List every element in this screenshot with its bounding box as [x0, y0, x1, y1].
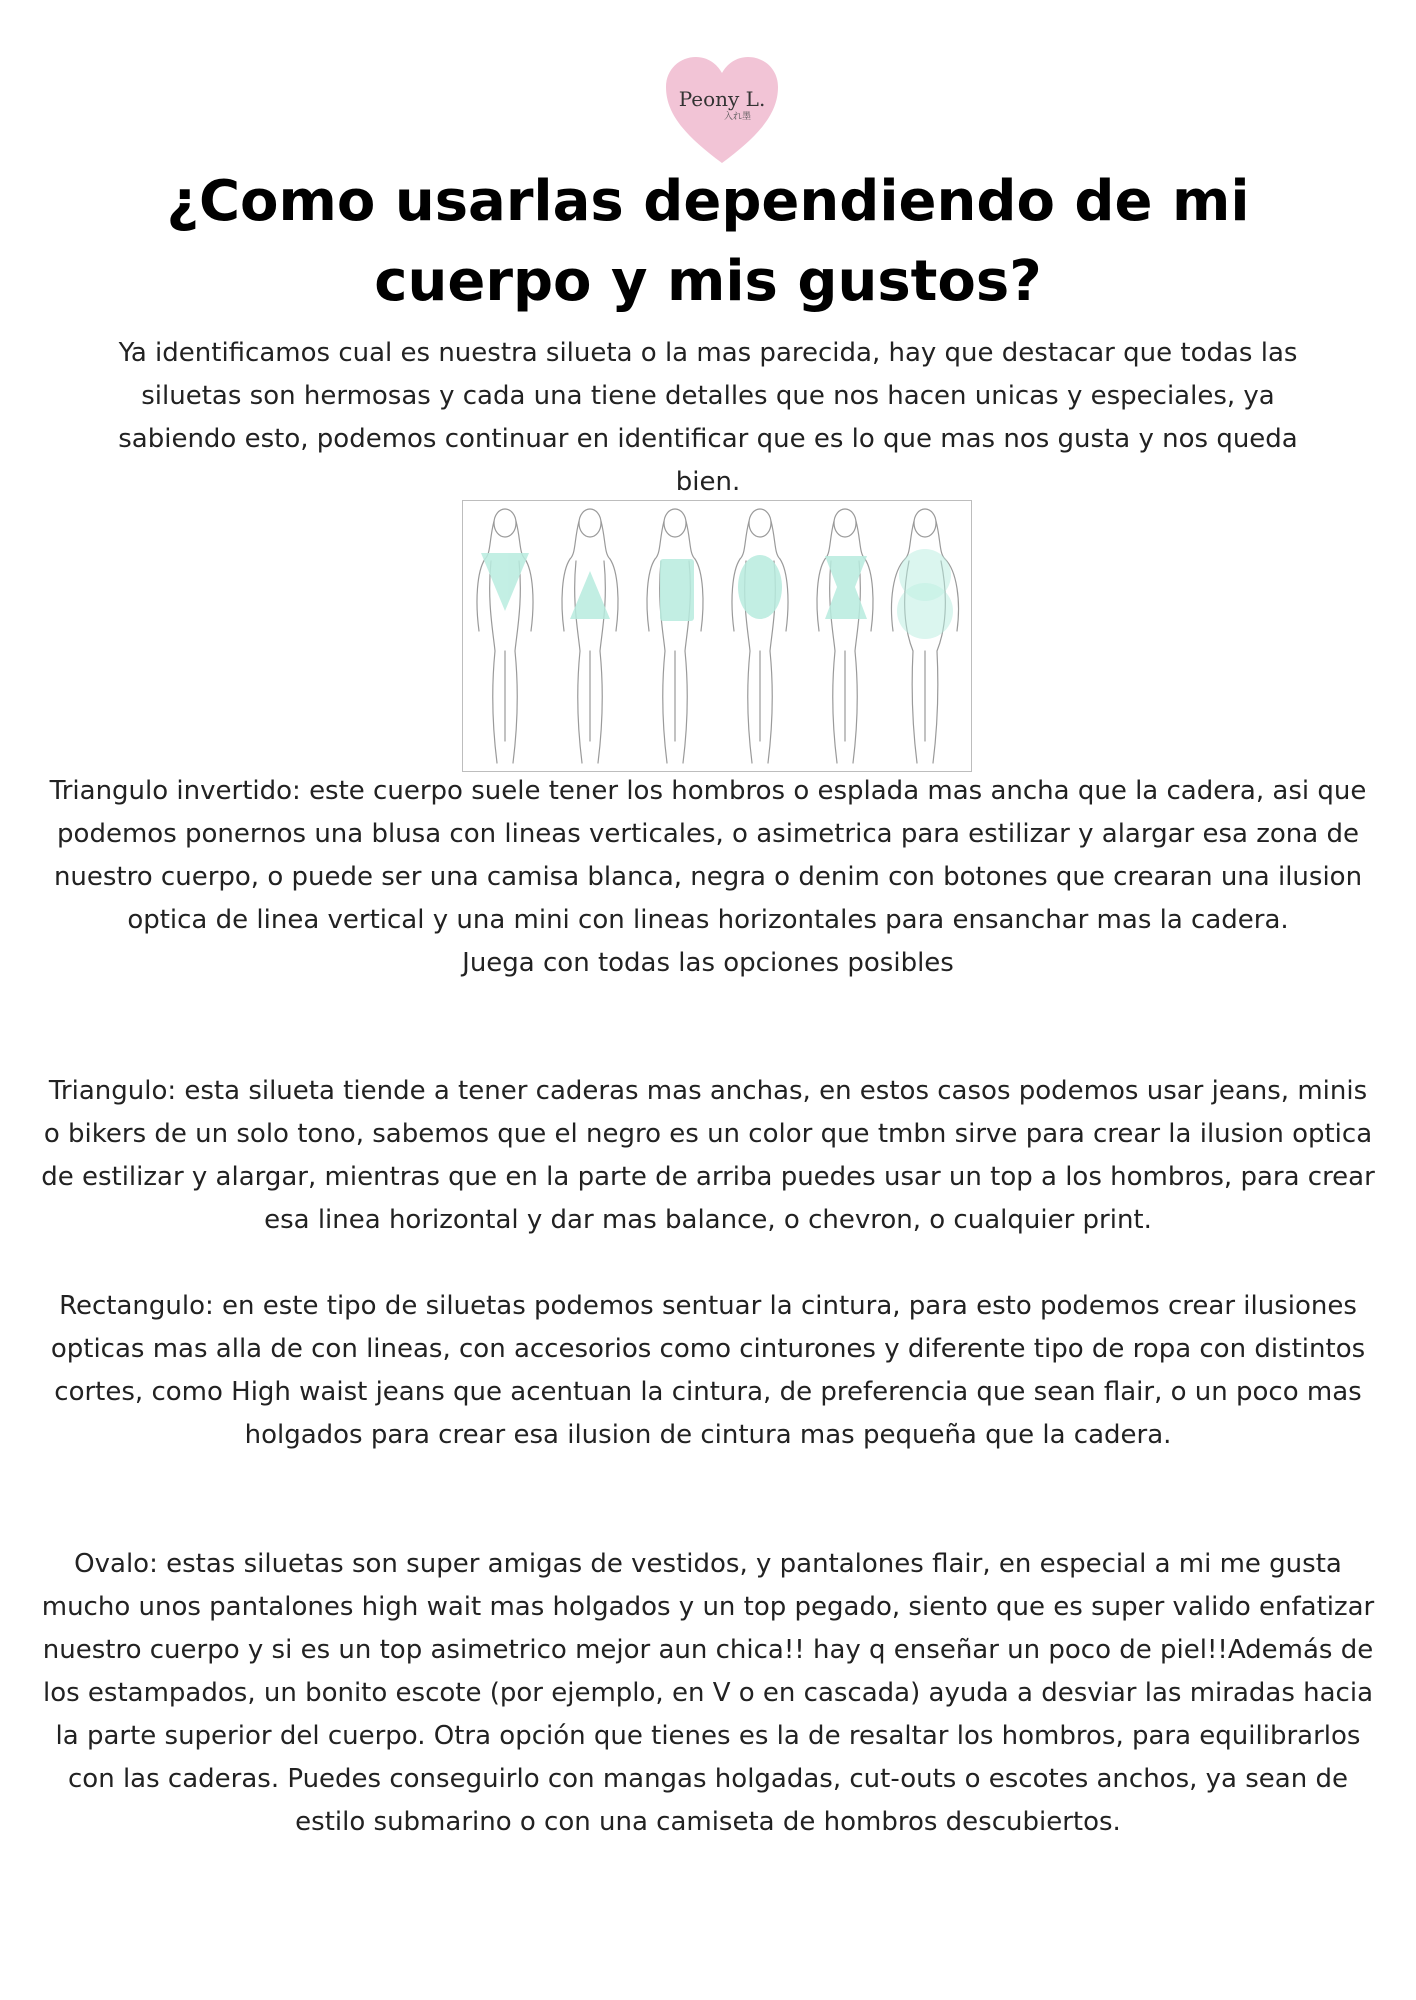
paragraph-triangle: Triangulo: esta silueta tiende a tener caderas mas anchas, en estos casos podemos usar jeans, minis o bikers de un solo tono, sabemos que el negro es un color que tmbn sirve para crear la ilusion optica de estilizar y alargar, mientras que en la parte de arriba puedes usar un top a los hombros, para crear esa linea horizontal y dar mas balance, o chevron, o cualquier print.: [41, 1076, 1375, 1235]
figure-inverted-triangle: [477, 509, 533, 763]
intro-paragraph: Ya identificamos cual es nuestra silueta o la mas parecida, hay que destacar que todas las siluetas son hermosas y cada una tiene detalles que nos hacen unicas y especiales, ya sabiendo esto, podemos continuar en identificar que es lo que mas nos gusta y nos queda bien.: [118, 338, 1298, 497]
rectangle-shape: [660, 559, 694, 621]
paragraph-rectangle: Rectangulo: en este tipo de siluetas podemos sentuar la cintura, para esto podemos crear ilusiones opticas mas alla de con lineas, con accesorios como cinturones y diferente tipo de ropa con distintos cortes, como High waist jeans que acentuan la cintura, de preferencia que sean flair, o un poco mas holgados para crear esa ilusion de cintura mas pequeña que la cadera.: [50, 1291, 1366, 1450]
oval-shape: [738, 555, 782, 619]
figure-triangle: [562, 509, 618, 763]
paragraph-inverted-triangle: Triangulo invertido: este cuerpo suele tener los hombros o esplada mas ancha que la cadera, asi que podemos ponernos una blusa con lineas verticales, o asimetrica para estilizar y alargar esa zona de nuestro cuerpo, o puede ser una camisa blanca, negra o denim con botones que crearan una ilusion optica de linea vertical y una mini con lineas horizontales para ensanchar mas la cadera. Juega con todas las opciones posibles: [49, 776, 1367, 978]
body-shapes-figure: [462, 500, 972, 772]
figure-hourglass: [817, 509, 873, 763]
body-shapes-illustration: [463, 501, 971, 771]
figure-rectangle: [647, 509, 703, 763]
brand-logo: [664, 55, 780, 167]
logo-name: Peony L.: [678, 87, 766, 111]
page-title: ¿Como usarlas dependiendo de mi cuerpo y mis gustos?: [166, 169, 1250, 314]
logo-subtitle: 入れ墨: [724, 112, 752, 122]
heart-logo-icon: [664, 55, 780, 167]
figure-oval: [732, 509, 788, 763]
triangle-shape: [570, 571, 610, 619]
paragraph-oval: Ovalo: estas siluetas son super amigas de vestidos, y pantalones flair, en especial a mi me gusta mucho unos pantalones high wait mas holgados y un top pegado, siento que es super valido enfatizar nuestro cuerpo y si es un top asimetrico mejor aun chica!! hay q enseñar un poco de piel!!Además de los estampados, un bonito escote (por ejemplo, en V o en cascada) ayuda a desviar las miradas hacia la parte superior del cuerpo. Otra opción que tienes es la de resaltar los hombros, para equilibrarlos con las caderas. Puedes conseguirlo con mangas holgadas, cut-outs o escotes anchos, ya sean de estilo submarino o con una camiseta de hombros descubiertos.: [41, 1549, 1375, 1837]
inverted-triangle-shape: [481, 553, 529, 611]
